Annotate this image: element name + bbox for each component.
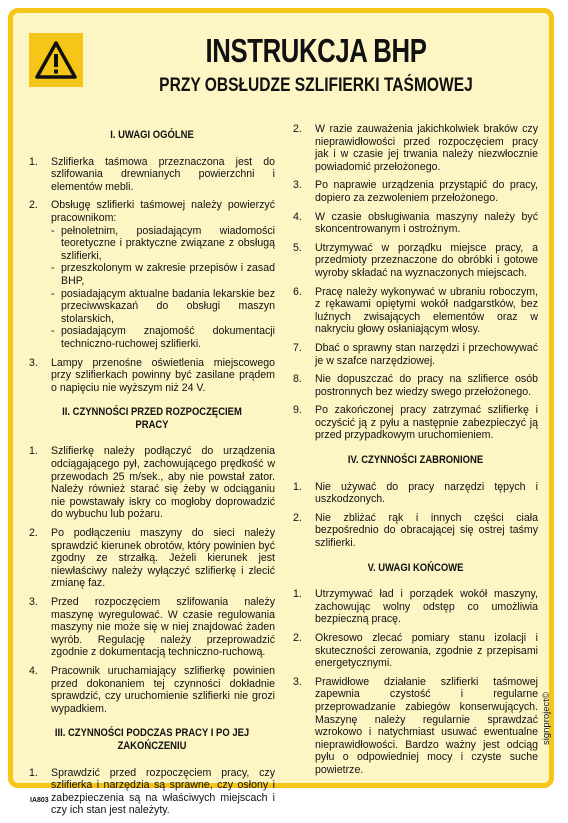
list-item	[293, 404, 538, 442]
section-heading: IV. CZYNNOŚCI ZABRONIONE	[347, 454, 484, 467]
list-item	[29, 156, 275, 194]
list-item	[29, 665, 275, 715]
item-body	[51, 199, 275, 350]
list-item	[29, 445, 275, 521]
product-code: IA803	[30, 797, 49, 804]
section-heading: V. UWAGI KOŃCOWE	[367, 561, 464, 574]
item-text: Po naprawie urządzenia przystąpić do pracy, dopiero za zezwoleniem przełożonego.	[315, 179, 538, 204]
item-text: Nie zbliżać rąk i innych części ciała bezpośrednio do obracającej się ostrej taśmy szlifierki.	[315, 511, 538, 550]
right-column	[293, 123, 538, 783]
list-item	[293, 211, 538, 236]
item-number: 3.	[29, 596, 38, 608]
item-number: 1.	[29, 766, 38, 779]
brand-mark: signproject©	[541, 692, 552, 745]
item-text: Sprawdzić przed rozpoczęciem pracy, czy szlifierka i narzędzia są sprawne, czy osłony i zabezpieczenia są na właściwych miejscach i czy ich stan jest należyty.	[51, 766, 275, 817]
item-number: 8.	[293, 373, 302, 386]
page-title: INSTRUKCJA BHP	[205, 32, 427, 69]
sub-item: - posiadającym znajomość dokumentacji techniczno-ruchowej szlifierki.	[51, 325, 275, 350]
item-text: Szlifierka taśmowa przeznaczona jest do szlifowania drewnianych powierzchni i elementów mebli.	[51, 155, 275, 193]
list-item	[293, 123, 538, 173]
item-number: 3.	[293, 179, 302, 192]
list-item	[293, 676, 538, 777]
list-item	[293, 342, 538, 367]
list-item	[29, 527, 275, 590]
sub-item-text: posiadającym aktualne badania lekarskie bez przeciwwskazań do obsługi maszyn stolarskich,	[61, 287, 275, 325]
item-text: Przed rozpoczęciem szlifowania należy maszynę wyregulować. W czasie regulowania maszyny nie może się w niej znajdować żaden wyrób. Regulację należy przeprowadzić zgodnie z dokumentacją techniczno-ruchową.	[51, 596, 275, 659]
item-text: W razie zauważenia jakichkolwiek braków czy nieprawidłowości przed rozpoczęciem pracy jak i w czasie jej trwania należy niezwłocznie powiadomić przełożonego.	[315, 123, 538, 173]
item-number: 7.	[293, 341, 302, 354]
item-number: 2.	[293, 123, 302, 135]
section-heading: III. CZYNNOŚCI PODCZAS PRACY I PO JEJ ZAKOŃCZENIU	[54, 727, 250, 752]
page-subtitle: PRZY OBSŁUDZE SZLIFIERKI TAŚMOWEJ	[159, 75, 473, 96]
item-text: Szlifierkę należy podłączyć do urządzenia odciągającego pył, zachowującego prędkość w przewodach 25 m/sek., aby nie powstał zator. Należy również starać się żeby w odciąganiu nie powstawały iskry co mogłoby doprowadzić do wybuchu lub pożaru.	[51, 445, 275, 521]
item-number: 5.	[293, 241, 302, 254]
item-text: Okresowo zlecać pomiary stanu izolacji i skuteczności zerowania, zgodnie z przepisami energetycznymi.	[315, 632, 538, 670]
item-number: 3.	[29, 356, 38, 369]
list-item	[293, 632, 538, 670]
section-list	[293, 588, 538, 776]
item-text: Obsługę szlifierki taśmowej należy powierzyć pracownikom:	[51, 199, 275, 224]
item-number: 1.	[29, 445, 38, 458]
section-list	[293, 123, 538, 442]
item-number: 2.	[29, 199, 38, 212]
item-text: Nie używać do pracy narzędzi tępych i uszkodzonych.	[315, 480, 538, 506]
section-heading: II. CZYNNOŚCI PRZED ROZPOCZĘCIEM PRACY	[62, 406, 242, 431]
item-number: 2.	[293, 632, 302, 644]
sub-item-text: posiadającym znajomość dokumentacji techniczno-ruchowej szlifierki.	[61, 325, 275, 350]
item-text: Dbać o sprawny stan narzędzi i przechowywać je w szafce narzędziowej.	[315, 341, 538, 367]
section-list	[29, 445, 275, 715]
item-number: 4.	[29, 664, 38, 677]
section-list	[29, 767, 275, 817]
list-item	[29, 767, 275, 817]
list-item	[29, 596, 275, 659]
item-text: Utrzymywać ład i porządek wokół maszyny, zachowując wolny odstęp co umożliwia bezpieczną pracę.	[315, 588, 538, 626]
list-item	[29, 199, 275, 350]
item-text: Utrzymywać w porządku miejsce pracy, a przedmioty przeznaczone do obróbki i gotowe wyroby składać na wyznaczonych miejscach.	[315, 241, 538, 279]
list-item	[293, 512, 538, 550]
list-item	[293, 179, 538, 204]
sub-item-text: pełnoletnim, posiadającym wiadomości teoretyczne i praktyczne związane z obsługą szlifierki,	[61, 224, 275, 262]
item-number: 3.	[293, 675, 302, 688]
section-list	[293, 481, 538, 550]
sub-item: - pełnoletnim, posiadającym wiadomości teoretyczne i praktyczne związane z obsługą szlifierki,	[51, 224, 275, 262]
item-text: Prawidłowe działanie szlifierki taśmowej zapewnia czystość i regularne przeprowadzanie zabiegów konserwujących. Maszynę należy regularnie sprawdzać wzrokowo i natychmiast usuwać ewentualne nieprawidłowości. Bardzo ważny jest odciąg pyłu o odpowiedniej mocy i czyste suche powietrze.	[315, 675, 538, 776]
list-item	[293, 286, 538, 336]
section-list	[29, 156, 275, 395]
left-column	[29, 123, 275, 823]
item-text: Po podłączeniu maszyny do sieci należy sprawdzić kierunek obrotów, który powinien być zgodny ze strzałką. Jeżeli kierunek jest niewłaściwy należy wyłączyć szlifierkę i zlecić zmianę faz.	[51, 527, 275, 590]
warning-triangle-icon	[29, 33, 83, 87]
item-number: 1.	[293, 480, 302, 493]
sub-item: - przeszkolonym w zakresie przepisów i zasad BHP,	[51, 262, 275, 287]
sub-item-text: przeszkolonym w zakresie przepisów i zasad BHP,	[61, 262, 275, 287]
list-item	[293, 588, 538, 626]
list-item	[293, 242, 538, 280]
item-number: 6.	[293, 285, 302, 298]
item-text: Pracownik uruchamiający szlifierkę powinien przed dokonaniem tej czynności dokładnie sprawdzić, czy uruchomienie szlifierki nie grozi wypadkiem.	[51, 664, 275, 715]
item-number: 2.	[293, 511, 302, 524]
item-number: 1.	[29, 155, 38, 168]
item-number: 2.	[29, 527, 38, 540]
item-number: 9.	[293, 404, 302, 417]
list-item	[29, 357, 275, 395]
item-number: 4.	[293, 210, 302, 223]
item-text: W czasie obsługiwania maszyny należy być skoncentrowanym i ostrożnym.	[315, 210, 538, 236]
item-text: Pracę należy wykonywać w ubraniu roboczym, z rękawami opiętymi wokół nadgarstków, bez luźnych zwisających elementów oraz w nakryciu głowy osłaniającym włosy.	[315, 285, 538, 336]
item-number: 1.	[293, 588, 302, 601]
list-item	[293, 373, 538, 398]
item-text: Nie dopuszczać do pracy na szlifierce osób postronnych bez wiedzy swego przełożonego.	[315, 373, 538, 398]
item-text: Po zakończonej pracy zatrzymać szlifierkę i oczyścić ją z pyłu a następnie zabezpieczyć ją przed przypadkowym uruchomieniem.	[315, 404, 538, 442]
section-heading: I. UWAGI OGÓLNE	[110, 129, 194, 141]
list-item	[293, 481, 538, 506]
item-text: Lampy przenośne oświetlenia miejscowego przy szlifierkach powinny być zasilane prądem o napięciu nie wyższym niż 24 V.	[51, 356, 275, 394]
sub-item: - posiadającym aktualne badania lekarskie bez przeciwwskazań do obsługi maszyn stolarskich,	[51, 287, 275, 325]
